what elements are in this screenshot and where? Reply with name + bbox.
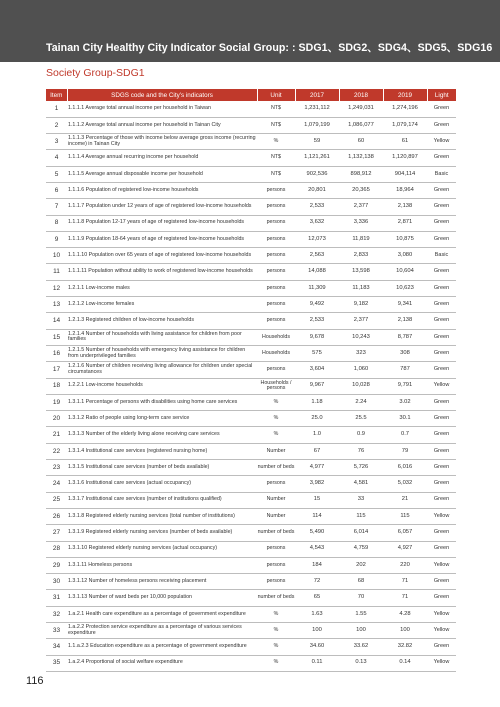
cell-2017: 1,079,199 [295, 117, 339, 133]
cell-2017: 1.18 [295, 394, 339, 410]
cell-light: Green [427, 297, 456, 313]
page-number: 116 [26, 675, 44, 687]
cell-unit: NT$ [257, 150, 295, 166]
cell-unit: persons [257, 574, 295, 590]
cell-2017: 3,604 [295, 362, 339, 378]
cell-2018: 10,243 [339, 329, 383, 345]
cell-2018: 4,759 [339, 541, 383, 557]
cell-2017: 34.60 [295, 639, 339, 655]
cell-2018: 1,132,138 [339, 150, 383, 166]
column-header-light: Light [427, 89, 456, 101]
cell-2018: 2,377 [339, 313, 383, 329]
cell-light: Yellow [427, 606, 456, 622]
cell-2017: 902,536 [295, 166, 339, 182]
cell-2017: 20,801 [295, 182, 339, 198]
cell-2018: 60 [339, 134, 383, 150]
cell-2019: 904,114 [383, 166, 427, 182]
cell-2018: 0.9 [339, 427, 383, 443]
cell-unit: persons [257, 541, 295, 557]
cell-item: 17 [46, 362, 67, 378]
cell-indicator: 1.1.1.7 Population under 12 years of age of registered low-income households [67, 199, 257, 215]
cell-light: Green [427, 476, 456, 492]
cell-indicator: 1.3.1.3 Number of the elderly living alone receiving care services [67, 427, 257, 443]
cell-item: 21 [46, 427, 67, 443]
cell-indicator: 1.3.1.10 Registered elderly nursing services (actual occupancy) [67, 541, 257, 557]
cell-light: Green [427, 231, 456, 247]
table-row [46, 639, 456, 655]
cell-2019: 220 [383, 557, 427, 573]
cell-item: 32 [46, 606, 67, 622]
cell-unit: persons [257, 215, 295, 231]
cell-2018: 11,819 [339, 231, 383, 247]
table-row [46, 150, 456, 166]
cell-item: 25 [46, 492, 67, 508]
cell-2019: 1,079,174 [383, 117, 427, 133]
cell-unit: % [257, 394, 295, 410]
cell-unit: % [257, 623, 295, 639]
cell-item: 26 [46, 508, 67, 524]
cell-item: 20 [46, 411, 67, 427]
cell-2017: 575 [295, 345, 339, 361]
cell-light: Green [427, 639, 456, 655]
cell-item: 9 [46, 231, 67, 247]
cell-indicator: 1.1.1.3 Percentage of those with income below average gross income (recurring income) in Tainan City [67, 134, 257, 150]
cell-light: Yellow [427, 557, 456, 573]
cell-2019: 2,871 [383, 215, 427, 231]
cell-indicator: 1.3.1.1 Percentage of persons with disabilities using home care services [67, 394, 257, 410]
table-row [46, 280, 456, 296]
cell-2017: 3,632 [295, 215, 339, 231]
cell-unit: NT$ [257, 117, 295, 133]
column-header-2017: 2017 [295, 89, 339, 101]
cell-indicator: 1.2.1.2 Low-income females [67, 297, 257, 313]
cell-light: Green [427, 215, 456, 231]
cell-2017: 1.63 [295, 606, 339, 622]
cell-2019: 3.02 [383, 394, 427, 410]
cell-indicator: 1.1.1.2 Average total annual income per household in Tainan City [67, 117, 257, 133]
cell-unit: persons [257, 248, 295, 264]
cell-light: Green [427, 345, 456, 361]
cell-unit: Number [257, 508, 295, 524]
table-row [46, 378, 456, 394]
column-header-indicator: SDGS code and the City’s indicators [67, 89, 257, 101]
table-row [46, 297, 456, 313]
cell-item: 16 [46, 345, 67, 361]
cell-item: 12 [46, 280, 67, 296]
cell-2019: 6,057 [383, 525, 427, 541]
cell-indicator: 1.2.1.4 Number of households with living assistance for children from poor families [67, 329, 257, 345]
cell-unit: % [257, 606, 295, 622]
cell-indicator: 1.1.1.9 Population 18-64 years of age of registered low-income households [67, 231, 257, 247]
cell-item: 28 [46, 541, 67, 557]
cell-indicator: 1.1.1.11 Population without ability to work of registered low-income households [67, 264, 257, 280]
cell-2018: 100 [339, 623, 383, 639]
table-row [46, 166, 456, 182]
cell-item: 6 [46, 182, 67, 198]
cell-2018: 11,183 [339, 280, 383, 296]
table-row [46, 655, 456, 671]
cell-2017: 0.11 [295, 655, 339, 671]
cell-indicator: 1.3.1.6 Institutional care services (actual occupancy) [67, 476, 257, 492]
cell-light: Green [427, 362, 456, 378]
cell-item: 29 [46, 557, 67, 573]
cell-2019: 6,016 [383, 460, 427, 476]
header-bar [0, 0, 500, 62]
cell-2017: 2,533 [295, 313, 339, 329]
cell-2017: 15 [295, 492, 339, 508]
cell-unit: % [257, 427, 295, 443]
cell-2017: 2,533 [295, 199, 339, 215]
cell-2019: 1,274,196 [383, 101, 427, 117]
cell-unit: persons [257, 264, 295, 280]
cell-unit: % [257, 655, 295, 671]
cell-2018: 33.62 [339, 639, 383, 655]
cell-indicator: 1.1.1.8 Population 12-17 years of age of registered low-income households [67, 215, 257, 231]
cell-unit: persons [257, 313, 295, 329]
cell-2017: 14,088 [295, 264, 339, 280]
cell-2019: 18,964 [383, 182, 427, 198]
cell-2017: 1,121,261 [295, 150, 339, 166]
table-row [46, 508, 456, 524]
table-row [46, 134, 456, 150]
cell-2018: 25.5 [339, 411, 383, 427]
cell-indicator: 1.1.1.5 Average annual disposable income per household [67, 166, 257, 182]
cell-2018: 0.13 [339, 655, 383, 671]
cell-2018: 10,028 [339, 378, 383, 394]
cell-2019: 100 [383, 623, 427, 639]
column-header-unit: Unit [257, 89, 295, 101]
cell-light: Green [427, 394, 456, 410]
table-row [46, 199, 456, 215]
cell-item: 19 [46, 394, 67, 410]
cell-light: Green [427, 443, 456, 459]
cell-2019: 2,138 [383, 199, 427, 215]
cell-light: Green [427, 264, 456, 280]
cell-item: 8 [46, 215, 67, 231]
cell-2017: 12,073 [295, 231, 339, 247]
cell-2019: 4,927 [383, 541, 427, 557]
cell-indicator: 1.a.2.4 Proportional of social welfare expenditure [67, 655, 257, 671]
cell-light: Basic [427, 166, 456, 182]
cell-unit: persons [257, 280, 295, 296]
cell-2019: 71 [383, 590, 427, 606]
cell-2019: 79 [383, 443, 427, 459]
table-row [46, 574, 456, 590]
cell-indicator: 1.3.1.12 Number of homeless persons receiving placement [67, 574, 257, 590]
cell-2017: 114 [295, 508, 339, 524]
cell-2019: 21 [383, 492, 427, 508]
cell-2018: 4,581 [339, 476, 383, 492]
cell-2019: 61 [383, 134, 427, 150]
cell-2017: 9,492 [295, 297, 339, 313]
cell-light: Yellow [427, 378, 456, 394]
cell-2019: 308 [383, 345, 427, 361]
cell-2018: 9,182 [339, 297, 383, 313]
cell-light: Green [427, 182, 456, 198]
cell-2019: 3,080 [383, 248, 427, 264]
cell-2018: 13,598 [339, 264, 383, 280]
cell-indicator: 1.3.1.7 Institutional care services (number of institutions qualified) [67, 492, 257, 508]
page-header-title: Tainan City Healthy City Indicator Social Group: : SDG1、SDG2、SDG4、SDG5、SDG16 [46, 42, 493, 54]
cell-2017: 4,977 [295, 460, 339, 476]
table-row [46, 345, 456, 361]
cell-unit: % [257, 639, 295, 655]
cell-unit: persons [257, 476, 295, 492]
cell-light: Green [427, 574, 456, 590]
cell-2018: 2.24 [339, 394, 383, 410]
cell-2018: 33 [339, 492, 383, 508]
cell-unit: % [257, 134, 295, 150]
cell-light: Green [427, 313, 456, 329]
cell-unit: NT$ [257, 166, 295, 182]
cell-unit: NT$ [257, 101, 295, 117]
cell-2019: 10,604 [383, 264, 427, 280]
cell-light: Green [427, 329, 456, 345]
cell-indicator: 1.a.2.1 Health care expenditure as a percentage of government expenditure [67, 606, 257, 622]
cell-light: Green [427, 525, 456, 541]
cell-2018: 323 [339, 345, 383, 361]
cell-2018: 3,336 [339, 215, 383, 231]
cell-2017: 100 [295, 623, 339, 639]
cell-indicator: 1.1.1.1 Average total annual income per household in Taiwan [67, 101, 257, 117]
cell-item: 30 [46, 574, 67, 590]
cell-unit: persons [257, 297, 295, 313]
cell-indicator: 1.1.1.4 Average annual recurring income per household [67, 150, 257, 166]
table-row [46, 231, 456, 247]
cell-indicator: 1.1.1.6 Population of registered low-income households [67, 182, 257, 198]
cell-light: Yellow [427, 623, 456, 639]
cell-2019: 0.14 [383, 655, 427, 671]
table-header-row [46, 89, 456, 101]
cell-2017: 3,982 [295, 476, 339, 492]
table-row [46, 460, 456, 476]
table-body [46, 101, 456, 671]
table-row [46, 394, 456, 410]
cell-2019: 1,120,897 [383, 150, 427, 166]
cell-2017: 65 [295, 590, 339, 606]
cell-light: Green [427, 199, 456, 215]
cell-indicator: 1.2.1.5 Number of households with emergency living assistance for children from underprivileged families [67, 345, 257, 361]
cell-indicator: 1.3.1.2 Ratio of people using long-term care service [67, 411, 257, 427]
cell-light: Basic [427, 248, 456, 264]
cell-item: 31 [46, 590, 67, 606]
cell-2018: 20,365 [339, 182, 383, 198]
cell-2017: 2,563 [295, 248, 339, 264]
cell-unit: Number [257, 443, 295, 459]
cell-2018: 1,249,031 [339, 101, 383, 117]
cell-2019: 71 [383, 574, 427, 590]
cell-item: 13 [46, 297, 67, 313]
cell-item: 22 [46, 443, 67, 459]
cell-item: 35 [46, 655, 67, 671]
table-row [46, 443, 456, 459]
cell-item: 5 [46, 166, 67, 182]
cell-2018: 202 [339, 557, 383, 573]
cell-unit: % [257, 411, 295, 427]
cell-light: Green [427, 411, 456, 427]
cell-item: 33 [46, 623, 67, 639]
table-row [46, 117, 456, 133]
cell-unit: Number [257, 492, 295, 508]
table-row [46, 590, 456, 606]
table-row [46, 182, 456, 198]
cell-2018: 1,086,077 [339, 117, 383, 133]
cell-2017: 59 [295, 134, 339, 150]
cell-item: 18 [46, 378, 67, 394]
cell-2018: 68 [339, 574, 383, 590]
cell-indicator: 1.2.2.1 Low-income households [67, 378, 257, 394]
cell-light: Yellow [427, 134, 456, 150]
table-row [46, 476, 456, 492]
cell-unit: number of beds [257, 525, 295, 541]
cell-light: Yellow [427, 655, 456, 671]
cell-indicator: 1.3.1.4 Institutional care services (registered nursing home) [67, 443, 257, 459]
cell-2019: 10,623 [383, 280, 427, 296]
cell-item: 1 [46, 101, 67, 117]
cell-unit: persons [257, 362, 295, 378]
table-row [46, 362, 456, 378]
cell-2019: 2,138 [383, 313, 427, 329]
cell-2019: 9,791 [383, 378, 427, 394]
table-row [46, 427, 456, 443]
cell-indicator: 1.3.1.8 Registered elderly nursing services (total number of institutions) [67, 508, 257, 524]
cell-2019: 787 [383, 362, 427, 378]
column-header-2019: 2019 [383, 89, 427, 101]
cell-2019: 30.1 [383, 411, 427, 427]
cell-2017: 1,231,112 [295, 101, 339, 117]
table-row [46, 101, 456, 117]
cell-light: Green [427, 492, 456, 508]
cell-indicator: 1.a.2.2 Protection service expenditure as a percentage of various services expenditure [67, 623, 257, 639]
table-row [46, 557, 456, 573]
cell-light: Green [427, 150, 456, 166]
cell-2018: 115 [339, 508, 383, 524]
cell-item: 10 [46, 248, 67, 264]
cell-2019: 115 [383, 508, 427, 524]
table-row [46, 215, 456, 231]
cell-unit: Households / persons [257, 378, 295, 394]
cell-unit: persons [257, 199, 295, 215]
cell-indicator: 1.2.1.6 Number of children receiving living allowance for children under special circumstances [67, 362, 257, 378]
cell-light: Green [427, 460, 456, 476]
cell-light: Green [427, 590, 456, 606]
cell-2018: 70 [339, 590, 383, 606]
cell-indicator: 1.3.1.13 Number of ward beds per 10,000 population [67, 590, 257, 606]
column-header-2018: 2018 [339, 89, 383, 101]
table-row [46, 411, 456, 427]
cell-2017: 11,309 [295, 280, 339, 296]
cell-2017: 1.0 [295, 427, 339, 443]
table-row [46, 606, 456, 622]
cell-2019: 4.28 [383, 606, 427, 622]
cell-unit: persons [257, 557, 295, 573]
cell-2018: 2,377 [339, 199, 383, 215]
cell-light: Green [427, 427, 456, 443]
cell-unit: persons [257, 182, 295, 198]
cell-indicator: 1.1.1.10 Population over 65 years of age of registered low-income households [67, 248, 257, 264]
cell-indicator: 1.3.1.5 Institutional care services (number of beds available) [67, 460, 257, 476]
table-row [46, 623, 456, 639]
cell-item: 24 [46, 476, 67, 492]
table-row [46, 248, 456, 264]
cell-item: 3 [46, 134, 67, 150]
cell-2019: 10,875 [383, 231, 427, 247]
cell-2017: 184 [295, 557, 339, 573]
cell-2018: 898,912 [339, 166, 383, 182]
cell-2018: 1.55 [339, 606, 383, 622]
cell-2019: 0.7 [383, 427, 427, 443]
cell-2017: 72 [295, 574, 339, 590]
cell-2017: 67 [295, 443, 339, 459]
cell-item: 23 [46, 460, 67, 476]
cell-item: 34 [46, 639, 67, 655]
cell-item: 11 [46, 264, 67, 280]
cell-2019: 9,341 [383, 297, 427, 313]
cell-item: 4 [46, 150, 67, 166]
section-title: Society Group-SDG1 [46, 67, 145, 79]
cell-item: 7 [46, 199, 67, 215]
cell-item: 15 [46, 329, 67, 345]
indicator-table [46, 89, 456, 672]
cell-unit: persons [257, 231, 295, 247]
table-row [46, 525, 456, 541]
cell-2018: 1,060 [339, 362, 383, 378]
cell-light: Green [427, 541, 456, 557]
cell-unit: Households [257, 329, 295, 345]
column-header-item: Item [46, 89, 67, 101]
cell-light: Green [427, 101, 456, 117]
cell-unit: Households [257, 345, 295, 361]
cell-indicator: 1.3.1.9 Registered elderly nursing services (number of beds available) [67, 525, 257, 541]
cell-2017: 9,967 [295, 378, 339, 394]
cell-2018: 6,014 [339, 525, 383, 541]
cell-2019: 8,787 [383, 329, 427, 345]
cell-unit: number of beds [257, 460, 295, 476]
cell-item: 27 [46, 525, 67, 541]
cell-indicator: 1.2.1.3 Registered children of low-income households [67, 313, 257, 329]
cell-light: Yellow [427, 508, 456, 524]
cell-light: Green [427, 280, 456, 296]
table-row [46, 329, 456, 345]
cell-indicator: 1.1.a.2.3 Education expenditure as a percentage of government expenditure [67, 639, 257, 655]
cell-indicator: 1.3.1.11 Homeless persons [67, 557, 257, 573]
cell-2018: 5,726 [339, 460, 383, 476]
cell-unit: number of beds [257, 590, 295, 606]
cell-2018: 76 [339, 443, 383, 459]
cell-2017: 25.0 [295, 411, 339, 427]
cell-2019: 32.82 [383, 639, 427, 655]
cell-indicator: 1.2.1.1 Low-income males [67, 280, 257, 296]
cell-item: 2 [46, 117, 67, 133]
table-row [46, 313, 456, 329]
cell-2017: 9,678 [295, 329, 339, 345]
cell-2018: 2,833 [339, 248, 383, 264]
table-row [46, 541, 456, 557]
table-row [46, 492, 456, 508]
cell-item: 14 [46, 313, 67, 329]
cell-2017: 4,543 [295, 541, 339, 557]
cell-light: Green [427, 117, 456, 133]
table-row [46, 264, 456, 280]
cell-2019: 5,032 [383, 476, 427, 492]
cell-2017: 5,490 [295, 525, 339, 541]
